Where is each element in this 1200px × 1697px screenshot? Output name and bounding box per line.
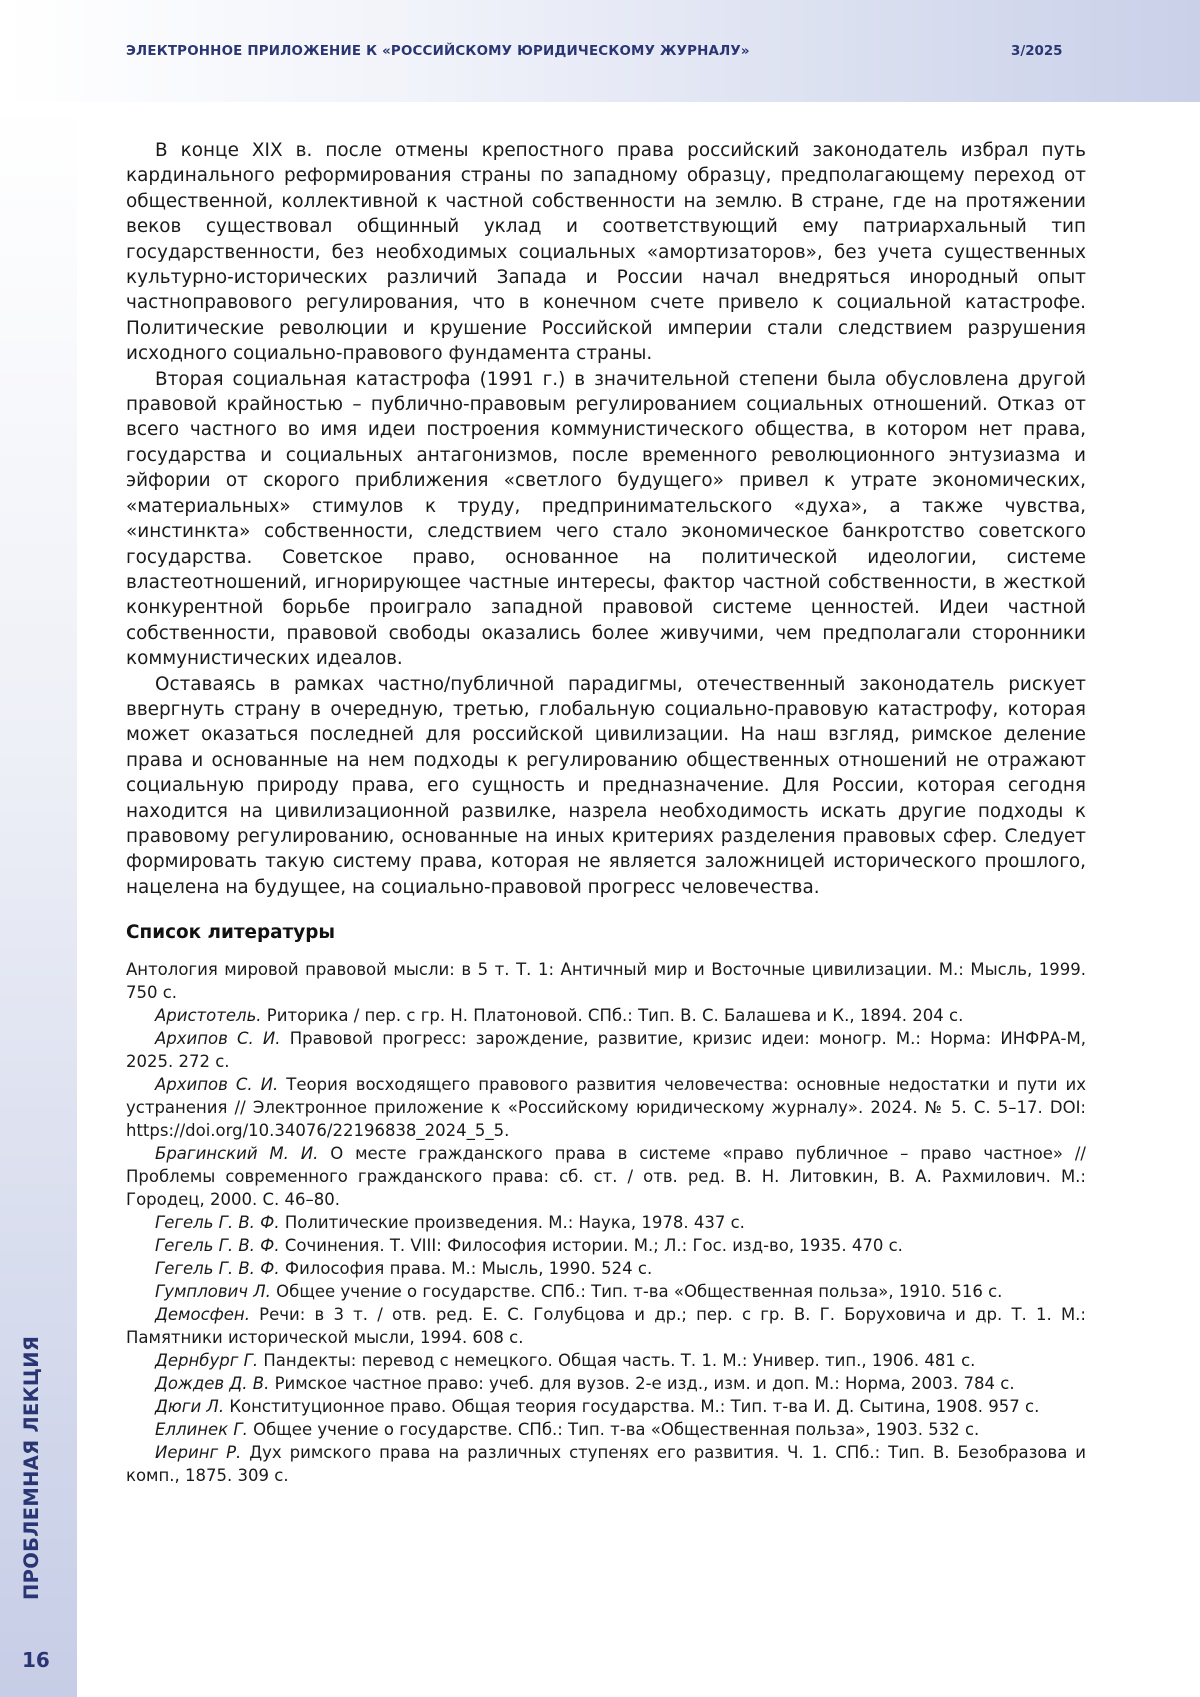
reference-author: Гегель Г. В. Ф. xyxy=(155,1259,280,1279)
reference-item xyxy=(126,1418,1086,1441)
body-paragraph: В конце XIX в. после отмены крепостного права российский законодатель избрал путь кардинального реформирования страны по западному образцу, предполагающему переход от общественной, коллективной к частной собственности на землю. В стране, где на протяжении веков существовал общинный уклад и соответствующий ему патриархальный тип государственности, без необходимых социальных «амортизаторов», без учета существенных культурно-исторических различий Запада и России начал внедряться инородный опыт частноправового регулирования, что в конечном счете привело к социальной катастрофе. Политические революции и крушение Российской империи стали следствием разрушения исходного социально-правового фундамента страны. xyxy=(126,140,1086,365)
page-number: 16 xyxy=(22,1648,50,1672)
issue-number: 3/2025 xyxy=(1011,44,1063,59)
reference-item xyxy=(126,1395,1086,1418)
reference-text: Дух римского права на различных ступенях его развития. Ч. 1. СПб.: Тип. В. Безобразова и комп., 1875. 309 с. xyxy=(126,1443,1086,1486)
references-heading: Список литературы xyxy=(126,922,336,944)
reference-author: Гегель Г. В. Ф. xyxy=(155,1236,280,1256)
reference-text: Правовой прогресс: зарождение, развитие, кризис идеи: моногр. М.: Норма: ИНФРА-М, 2025. 272 с. xyxy=(126,1029,1086,1072)
reference-author: Архипов С. И. xyxy=(155,1075,279,1095)
reference-item xyxy=(126,1303,1086,1349)
reference-item xyxy=(126,958,1086,1004)
reference-author: Демосфен. xyxy=(155,1305,250,1325)
reference-item xyxy=(126,1280,1086,1303)
reference-author: Аристотель. xyxy=(155,1006,262,1026)
reference-item xyxy=(126,1349,1086,1372)
reference-author: Еллинек Г. xyxy=(155,1420,248,1440)
reference-author: Дюги Л. xyxy=(155,1397,225,1417)
section-label: ПРОБЛЕМНАЯ ЛЕКЦИЯ xyxy=(20,1335,43,1600)
reference-text: Общее учение о государстве. СПб.: Тип. т-ва «Общественная польза», 1910. 516 с. xyxy=(270,1282,1003,1302)
reference-text: Пандекты: перевод с немецкого. Общая часть. Т. 1. М.: Универ. тип., 1906. 481 с. xyxy=(258,1351,976,1371)
journal-header xyxy=(0,0,1200,102)
reference-author: Дернбург Г. xyxy=(155,1351,259,1371)
body-paragraph: Вторая социальная катастрофа (1991 г.) в значительной степени была обусловлена другой правовой крайностью – публично-правовым регулированием социальных отношений. Отказ от всего частного во имя идеи построения коммунистического общества, в котором нет права, государства и социальных антагонизмов, после временного революционного энтузиазма и эйфории от скорого приближения «светлого будущего» привел к утрате экономических, «материальных» стимулов к труду, предпринимательского «духа», а также чувства, «инстинкта» собственности, следствием чего стало экономическое банкротство советского государства. Советское право, основанное на политической идеологии, системе властеотношений, игнорирующее частные интересы, фактор частной собственности, в жесткой конкурентной борьбе проиграло западной правовой системе ценностей. Идеи частной собственности, правовой свободы оказались более живучими, чем предполагали сторонники коммунистических идеалов. xyxy=(126,368,1086,670)
reference-text: Антология мировой правовой мысли: в 5 т. Т. 1: Античный мир и Восточные цивилизации. М.: Мысль, 1999. 750 с. xyxy=(126,960,1086,1003)
article-body xyxy=(126,138,1086,900)
reference-text: Политические произведения. М.: Наука, 1978. 437 с. xyxy=(279,1213,745,1233)
reference-item xyxy=(126,1211,1086,1234)
reference-item xyxy=(126,1234,1086,1257)
reference-text: Сочинения. Т. VIII: Философия истории. М.; Л.: Гос. изд-во, 1935. 470 с. xyxy=(279,1236,903,1256)
reference-item xyxy=(126,1441,1086,1487)
reference-text: О месте гражданского права в системе «право публичное – право частное» // Проблемы современного гражданского права: сб. ст. / отв. ред. В. Н. Литовкин, В. А. Рахмилович. М.: Городец, 2000. С. 46–80. xyxy=(126,1144,1086,1210)
reference-text: Конституционное право. Общая теория государства. М.: Тип. т-ва И. Д. Сытина, 1908. 957 с. xyxy=(224,1397,1040,1417)
reference-text: Речи: в 3 т. / отв. ред. Е. С. Голубцова и др.; пер. с гр. В. Г. Боруховича и др. Т. 1. М.: Памятники исторической мысли, 1994. 608 с. xyxy=(126,1305,1086,1348)
reference-text: Теория восходящего правового развития человечества: основные недостатки и пути их устранения // Электронное приложение к «Российскому юридическому журналу». 2024. № 5. С. 5–17. DOI: https://doi.org/10.34076/22196838_2024_5_5. xyxy=(126,1075,1086,1141)
reference-author: Гегель Г. В. Ф. xyxy=(155,1213,280,1233)
reference-text: Римское частное право: учеб. для вузов. 2-е изд., изм. и доп. М.: Норма, 2003. 784 с. xyxy=(269,1374,1015,1394)
reference-author: Иеринг Р. xyxy=(155,1443,242,1463)
reference-text: Философия права. М.: Мысль, 1990. 524 с. xyxy=(279,1259,653,1279)
reference-item xyxy=(126,1004,1086,1027)
page-content xyxy=(126,138,1086,1487)
body-paragraph: Оставаясь в рамках частно/публичной парадигмы, отечественный законодатель рискует ввергнуть страну в очередную, третью, глобальную социально-правовую катастрофу, которая может оказаться последней для российской цивилизации. На наш взгляд, римское деление права и основанные на нем подходы к регулированию общественных отношений не отражают социальную природу права, его сущность и предназначение. Для России, которая сегодня находится на цивилизационной развилке, назрела необходимость искать другие подходы к правовому регулированию, основанные на иных критериях разделения правовых сфер. Следует формировать такую систему права, которая не является заложницей исторического прошлого, нацелена на будущее, на социально-правовой прогресс человечества. xyxy=(126,673,1086,898)
reference-text: Общее учение о государстве. СПб.: Тип. т-ва «Общественная польза», 1903. 532 с. xyxy=(247,1420,980,1440)
reference-author: Брагинский М. И. xyxy=(155,1144,319,1164)
references-list xyxy=(126,958,1086,1487)
reference-author: Гумплович Л. xyxy=(155,1282,271,1302)
reference-author: Архипов С. И. xyxy=(155,1029,281,1049)
reference-item xyxy=(126,1257,1086,1280)
reference-item xyxy=(126,1027,1086,1073)
journal-title: ЭЛЕКТРОННОЕ ПРИЛОЖЕНИЕ К «РОССИЙСКОМУ ЮРИДИЧЕСКОМУ ЖУРНАЛУ» xyxy=(126,44,750,59)
reference-author: Дождев Д. В. xyxy=(155,1374,270,1394)
reference-item xyxy=(126,1142,1086,1211)
reference-item xyxy=(126,1073,1086,1142)
reference-text: Риторика / пер. с гр. Н. Платоновой. СПб.: Тип. В. С. Балашева и К., 1894. 204 с. xyxy=(261,1006,964,1026)
reference-item xyxy=(126,1372,1086,1395)
